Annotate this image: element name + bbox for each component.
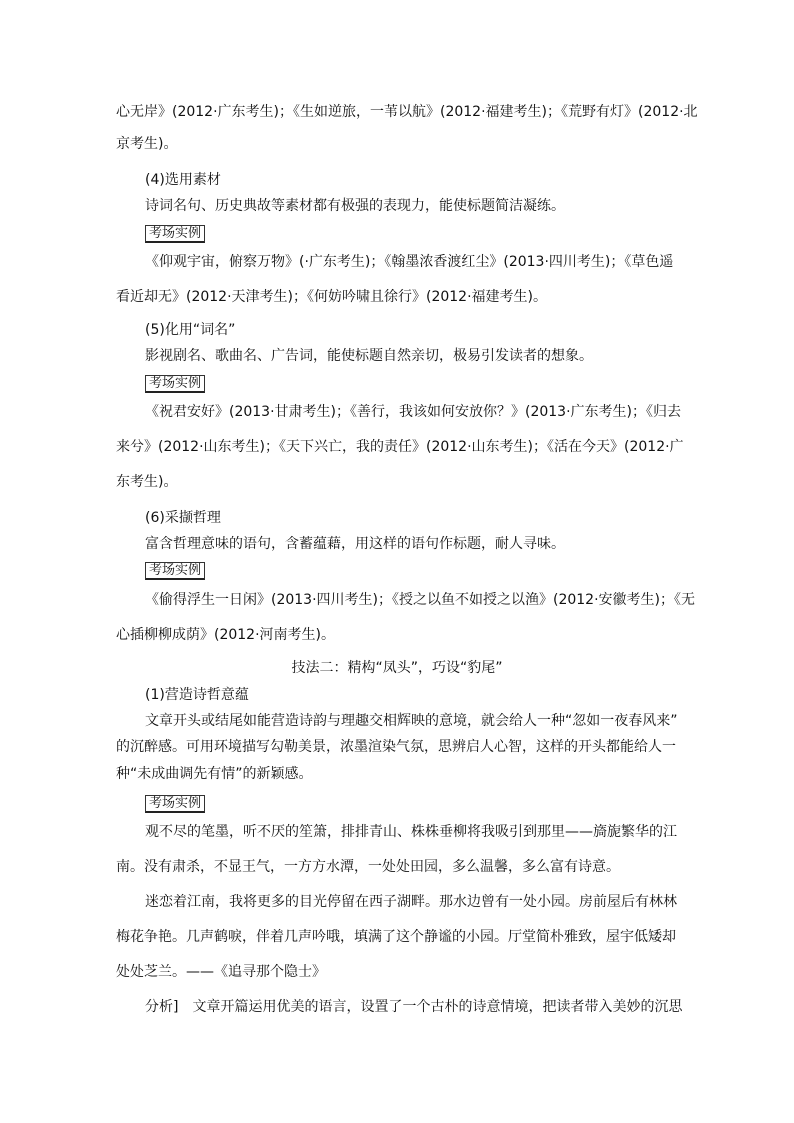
text-line: 东考生)。: [116, 474, 178, 490]
section-heading: (1)营造诗哲意蕴: [145, 687, 249, 703]
text-line: 处处芝兰。——《追寻那个隐士》: [116, 964, 326, 980]
technique-title: 技法二：精构“凤头”，巧设“豹尾”: [291, 660, 503, 676]
text-line: 《仰观宇宙，俯察万物》(·广东考生)；《翰墨浓香渡红尘》(2013·四川考生)；《草色遥: [145, 254, 674, 270]
text-line: 种“未成曲调先有情”的新颖感。: [116, 766, 313, 782]
text-line: 观不尽的笔墨，听不厌的笙箫，排排青山、株株垂柳将我吸引到那里——旖旎繁华的江: [145, 824, 677, 840]
text-line: 来兮》(2012·山东考生)；《天下兴亡，我的责任》(2012·山东考生)；《活在今天》(2012·广: [116, 439, 684, 455]
exam-example-label: 考场实例: [145, 225, 205, 243]
analysis-line: 分析] 文章开篇运用优美的语言，设置了一个古朴的诗意情境，把读者带入美妙的沉思: [145, 999, 683, 1015]
text-line: 《祝君安好》(2013·甘肃考生)；《善行，我该如何安放你？》(2013·广东考生)；《归去: [145, 404, 682, 420]
text-line: 诗词名句、历史典故等素材都有极强的表现力，能使标题简洁凝练。: [145, 198, 565, 214]
text-line: 影视剧名、歌曲名、广告词，能使标题自然亲切，极易引发读者的想象。: [145, 348, 593, 364]
section-heading: (6)采撷哲理: [145, 510, 221, 526]
exam-example-label: 考场实例: [145, 562, 205, 580]
text-line: 看近却无》(2012·天津考生)；《何妨吟啸且徐行》(2012·福建考生)。: [116, 289, 548, 305]
text-line: 迷恋着江南，我将更多的目光停留在西子湖畔。那水边曾有一处小园。房前屋后有林林: [145, 894, 677, 910]
text-line: 京考生)。: [116, 136, 178, 152]
text-line: 心无岸》(2012·广东考生)；《生如逆旅，一苇以航》(2012·福建考生)；《荒野有灯》(2012·北: [116, 104, 698, 120]
exam-example-label: 考场实例: [145, 795, 205, 813]
text-line: 文章开头或结尾如能营造诗韵与理趣交相辉映的意境，就会给人一种“忽如一夜春风来”: [145, 713, 678, 729]
text-line: 南。没有肃杀，不显王气，一方方水潭，一处处田园，多么温馨，多么富有诗意。: [116, 859, 620, 875]
text-line: 的沉醉感。可用环境描写勾勒美景，浓墨渲染气氛，思辨启人心智，这样的开头都能给人一: [116, 739, 676, 755]
section-heading: (4)选用素材: [145, 172, 221, 188]
text-line: 《偷得浮生一日闲》(2013·四川考生)；《授之以鱼不如授之以渔》(2012·安徽考生)；《无: [145, 592, 696, 608]
text-line: 心插柳柳成荫》(2012·河南考生)。: [116, 627, 336, 643]
section-heading: (5)化用“词名”: [145, 322, 236, 338]
text-line: 富含哲理意味的语句，含蓄蕴藉，用这样的语句作标题，耐人寻味。: [145, 536, 565, 552]
text-line: 梅花争艳。几声鹤唳，伴着几声吟哦，填满了这个静谧的小园。厅堂简朴雅致，屋宇低矮却: [116, 929, 676, 945]
exam-example-label: 考场实例: [145, 375, 205, 393]
